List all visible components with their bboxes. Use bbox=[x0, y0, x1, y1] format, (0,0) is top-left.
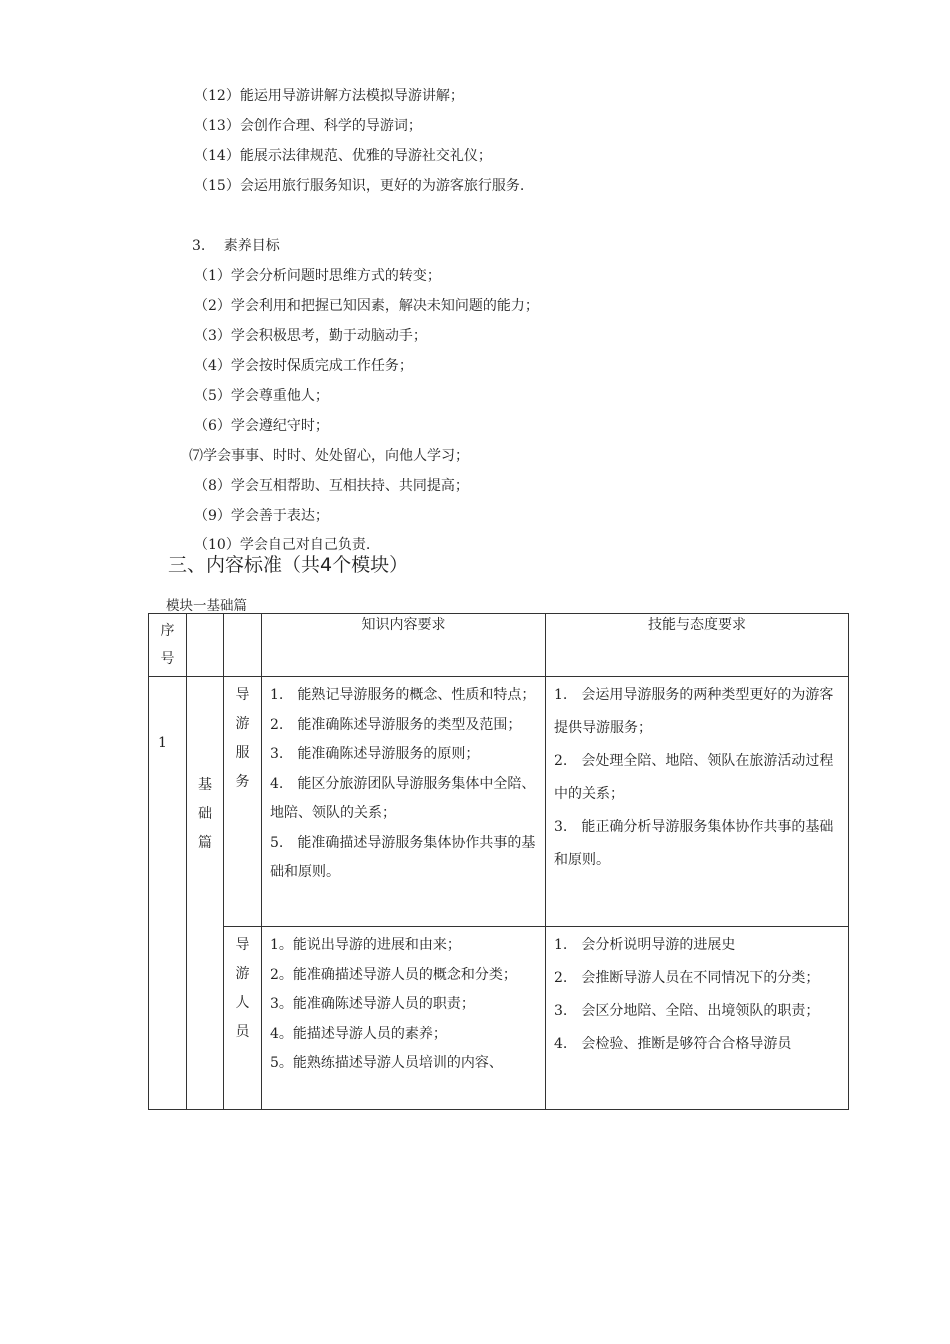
list-item: 1. 会分析说明导游的进展史 bbox=[554, 937, 736, 953]
quality-heading: 3. 素养目标 bbox=[192, 238, 280, 254]
knowledge-item-14: （14）能展示法律规范、优雅的导游社交礼仪； bbox=[194, 148, 492, 164]
header-skills: 技能与态度要求 bbox=[546, 614, 849, 677]
module-name-cell bbox=[187, 677, 224, 1110]
header-seq: 序号 bbox=[149, 614, 187, 677]
header-empty-1 bbox=[187, 614, 224, 677]
list-item: 2. 会推断导游人员在不同情况下的分类； bbox=[554, 970, 820, 986]
knowledge-item-13: （13）会创作合理、科学的导游词； bbox=[194, 118, 422, 134]
quality-item-4: （4）学会按时保质完成工作任务； bbox=[194, 358, 413, 374]
list-item: 3. 会区分地陪、全陪、出境领队的职责； bbox=[554, 1003, 820, 1019]
quality-item-9: （9）学会善于表达； bbox=[194, 508, 329, 524]
list-item: 1. 会运用导游服务的两种类型更好的为游客提供导游服务； bbox=[554, 687, 834, 736]
row-seq: 1 bbox=[149, 677, 187, 1110]
topic-2: 导游人员 bbox=[235, 937, 250, 1040]
table-row bbox=[149, 677, 849, 927]
topic-cell-2 bbox=[224, 927, 262, 1110]
list-item: 1. 能熟记导游服务的概念、性质和特点； bbox=[270, 687, 536, 703]
quality-item-2: （2）学会利用和把握已知因素，解决未知问题的能力； bbox=[194, 298, 539, 314]
list-item: 2. 能准确陈述导游服务的类型及范围； bbox=[270, 716, 522, 733]
module-name: 基础篇 bbox=[198, 777, 212, 851]
list-item: 5. 能准确描述导游服务集体协作共事的基础和原则。 bbox=[270, 834, 536, 880]
list-item: 2. 会处理全陪、地陪、领队在旅游活动过程中的关系； bbox=[554, 753, 834, 802]
list-item: 5。能熟练描述导游人员培训的内容、 bbox=[270, 1055, 503, 1071]
list-item: 3. 能正确分析导游服务集体协作共事的基础和原则。 bbox=[554, 819, 834, 868]
skills-cell-2 bbox=[546, 927, 849, 1110]
quality-item-1: （1）学会分析问题时思维方式的转变； bbox=[194, 268, 441, 284]
list-item: 2。能准确描述导游人员的概念和分类； bbox=[270, 966, 517, 983]
list-item: 1。能说出导游的进展和由来； bbox=[270, 937, 461, 953]
skills-cell-1 bbox=[546, 677, 849, 927]
list-item: 4. 能区分旅游团队导游服务集体中全陪、地陪、领队的关系； bbox=[270, 775, 536, 821]
header-empty-2 bbox=[224, 614, 262, 677]
knowledge-cell-1 bbox=[262, 677, 546, 927]
header-knowledge: 知识内容要求 bbox=[262, 614, 546, 677]
quality-item-5: （5）学会尊重他人； bbox=[194, 388, 329, 404]
list-item: 4。能描述导游人员的素养； bbox=[270, 1025, 447, 1042]
quality-item-3: （3）学会积极思考，勤于动脑动手； bbox=[194, 328, 427, 344]
list-item: 3. 能准确陈述导游服务的原则； bbox=[270, 746, 480, 762]
module-table bbox=[148, 613, 849, 1110]
module-caption: 模块一基础篇 bbox=[166, 598, 247, 614]
table-row bbox=[149, 927, 849, 1110]
table-header-row bbox=[149, 614, 849, 677]
quality-item-10: （10）学会自己对自己负责. bbox=[194, 537, 371, 553]
section-title: 三、内容标准（共4个模块） bbox=[168, 554, 409, 576]
list-item: 3。能准确陈述导游人员的职责； bbox=[270, 996, 475, 1012]
knowledge-cell-2 bbox=[262, 927, 546, 1110]
knowledge-item-15: （15）会运用旅行服务知识，更好的为游客旅行服务. bbox=[194, 178, 525, 194]
quality-item-7: ⑺学会事事、时时、处处留心，向他人学习； bbox=[189, 448, 469, 464]
topic-cell-1 bbox=[224, 677, 262, 927]
quality-item-8: （8）学会互相帮助、互相扶持、共同提高； bbox=[194, 478, 469, 494]
topic-1: 导游服务 bbox=[235, 687, 250, 790]
list-item: 4. 会检验、推断是够符合合格导游员 bbox=[554, 1036, 792, 1052]
knowledge-item-12: （12）能运用导游讲解方法模拟导游讲解； bbox=[194, 88, 464, 104]
quality-item-6: （6）学会遵纪守时； bbox=[194, 418, 329, 434]
